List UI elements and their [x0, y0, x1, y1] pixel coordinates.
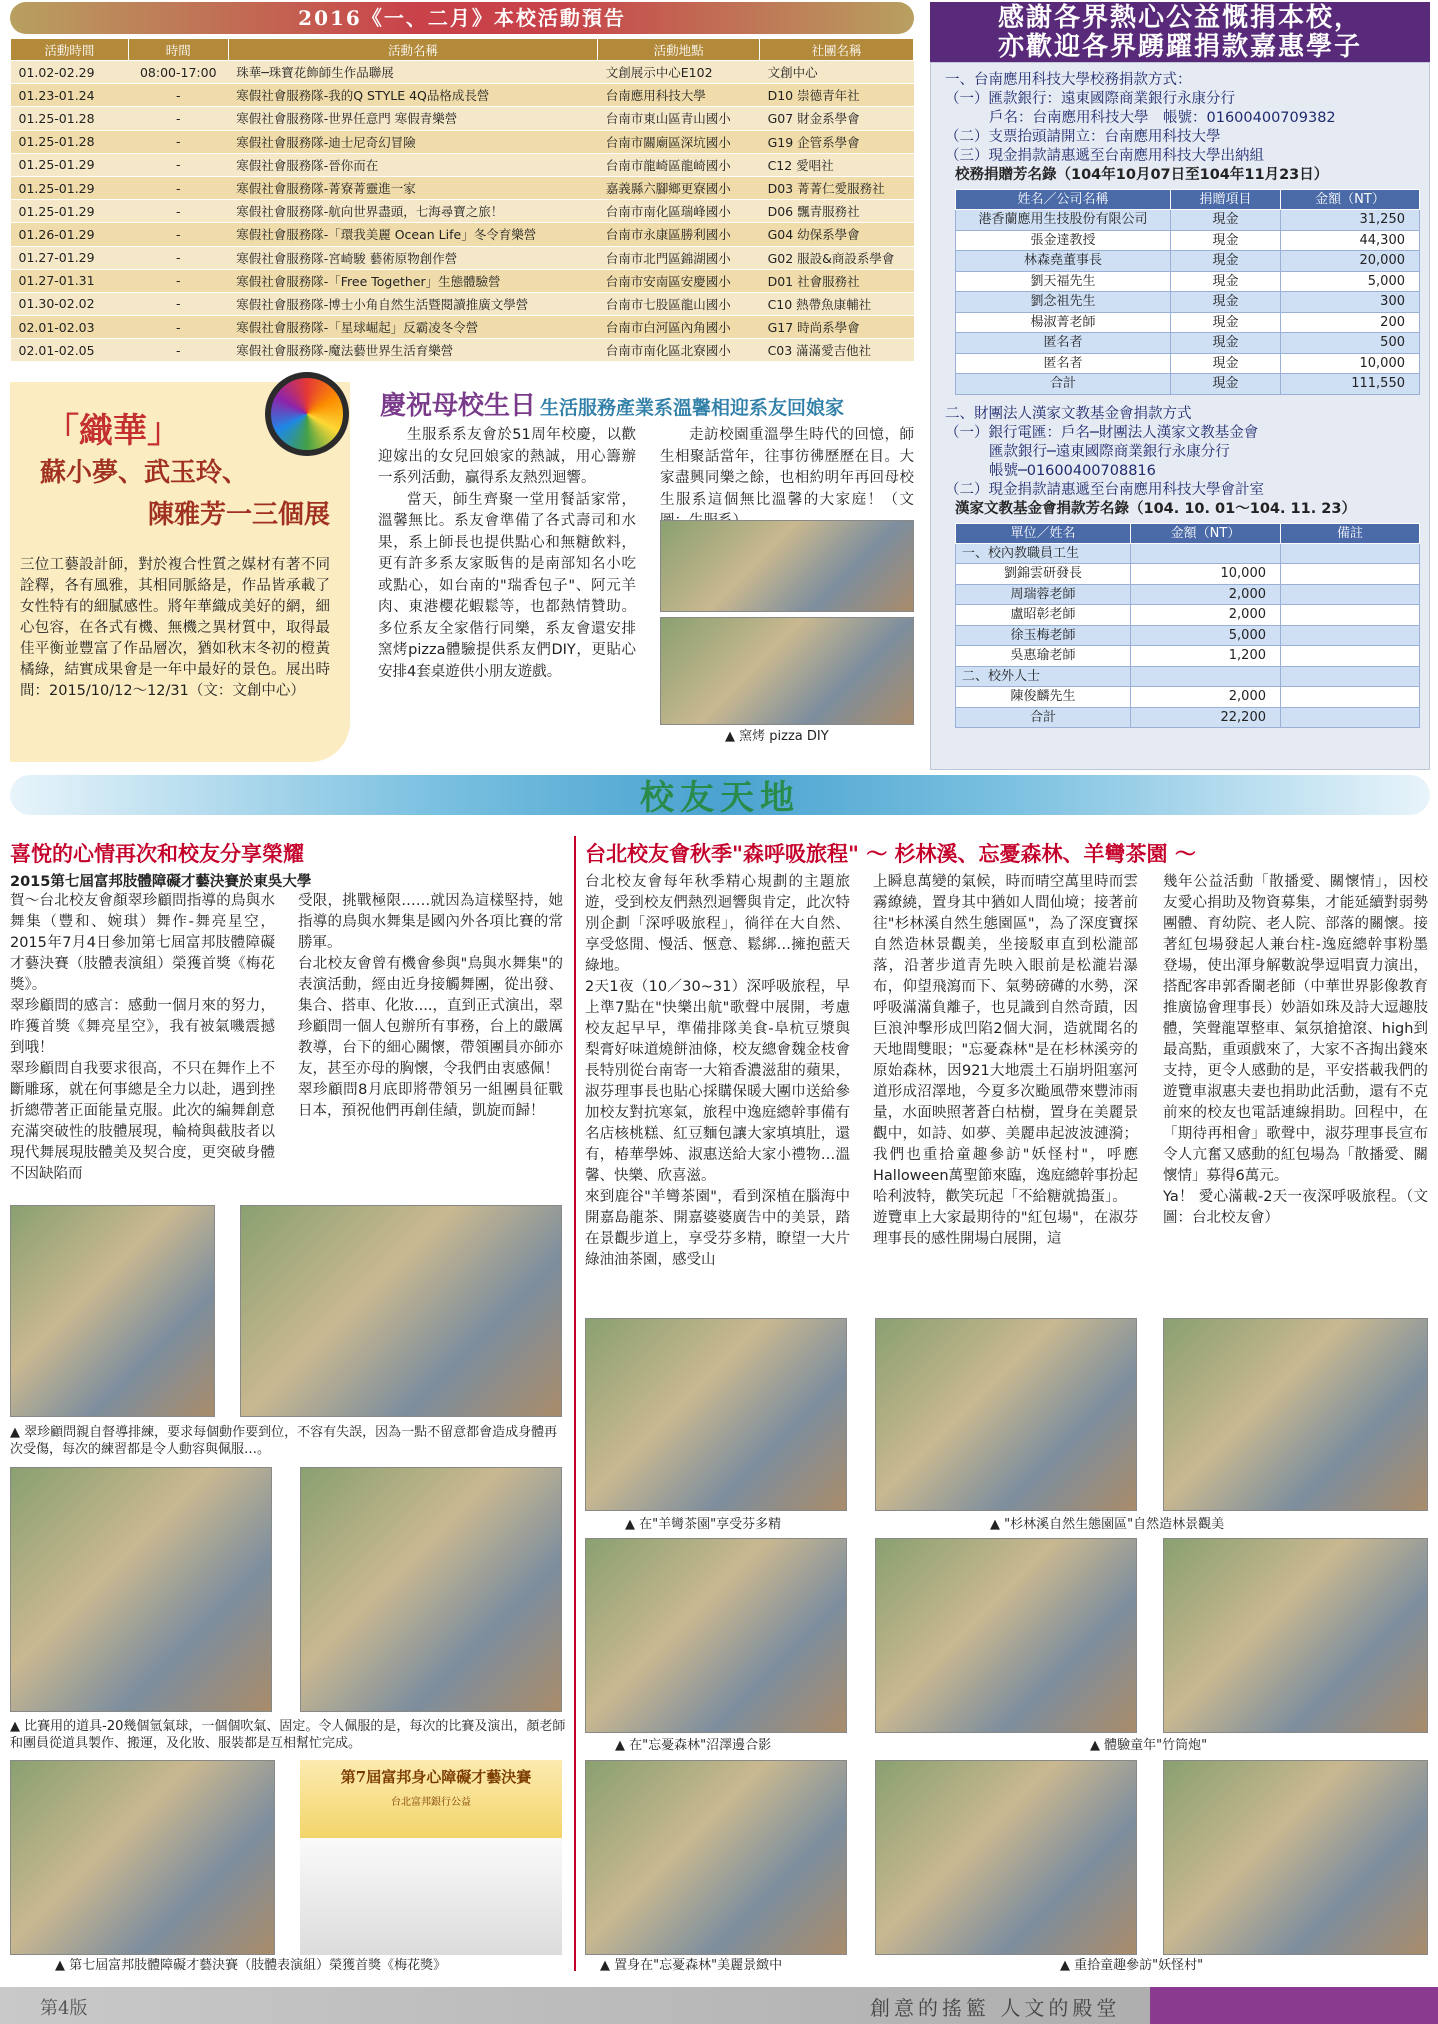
donation-s1c: （二）支票抬頭請開立：台南應用科技大學 [945, 129, 1221, 145]
donation-list1-title: 校務捐贈芳名錄（104年10月07日至104年11月23日） [955, 167, 1329, 183]
donation-s2: 二、財團法人漢家文教基金會捐款方式 [945, 405, 1192, 422]
event-cell: 08:00-17:00 [128, 61, 228, 84]
footer-slogan: 創意的搖籃 人文的殿堂 [870, 1996, 1121, 2020]
event-cell: - [128, 200, 228, 223]
donation-row [956, 312, 1420, 333]
event-cell: 寒假社會服務隊-宮崎駿 藝術原物創作營 [228, 246, 598, 269]
event-row [11, 61, 914, 84]
event-cell: - [128, 130, 228, 153]
event-cell: 01.30-02.02 [11, 292, 129, 315]
anniversary-col-1 [378, 425, 636, 683]
donation-cell: 現金 [1171, 210, 1281, 231]
exhibition-title [40, 410, 340, 536]
event-cell: 02.01-02.05 [11, 339, 129, 362]
event-cell: 珠華─珠寶花飾師生作品聯展 [228, 61, 598, 84]
event-cell: 台南市南化區北寮國小 [598, 339, 760, 362]
donation-cell: 200 [1281, 312, 1420, 333]
donation-cell [1281, 543, 1420, 564]
donation-row [956, 271, 1420, 292]
footer [0, 1987, 1438, 2024]
event-cell: - [128, 292, 228, 315]
event-row [11, 269, 914, 292]
anniversary-title: 慶祝母校生日 [380, 391, 537, 421]
donation-cell [1281, 687, 1420, 708]
event-cell: 寒假社會服務隊-菁寮菁靈進一家 [228, 176, 598, 199]
donation-list2-title: 漢家文教基金會捐款芳名錄（104. 10. 01～104. 11. 23） [955, 500, 1356, 517]
event-row [11, 223, 914, 246]
event-cell: - [128, 153, 228, 176]
col-header: 捐贈項目 [1171, 190, 1281, 210]
anniversary-headline [380, 385, 920, 422]
event-cell: - [128, 84, 228, 107]
exhibition-body: 三位工藝設計師，對於複合性質之媒材有著不同詮釋，各有風雅，其相同脈絡是，作品皆承載了女性特有的細膩感性。將年華織成美好的網，細心包容，在各式有機、無機之異材質中，取得最佳平衡並豐富了作品層次，猶如秋末冬初的橙黃橘綠，結實成果會是一年中最好的景色。展出時間：2015/10/12～12/31（文：文創中心） [20, 557, 330, 699]
donation-s1a: （一）匯款銀行：遠東國際商業銀行永康分行 [945, 91, 1235, 107]
photo-performance [10, 1760, 275, 1955]
donation-cell: 現金 [1171, 353, 1281, 374]
col-header: 時間 [128, 39, 228, 61]
donation-row [956, 292, 1420, 313]
donation-cell [1281, 625, 1420, 646]
donation-row [956, 353, 1420, 374]
event-cell: 寒假社會服務隊-魔法藝世界生活育樂營 [228, 339, 598, 362]
dance-col-2: 受限，挑戰極限……就因為這樣堅持，她指導的鳥與水舞集是國內外各項比賽的常勝軍。 台北校友會曾有機會參與"鳥與水舞集"的表演活動，經由近身接觸舞團，從出發、集合、搭車、化妝....，直到正式演出，翠珍顧問一個人包辦所有事務，台上的嚴厲教導，台下的細心關懷，帶領團員亦師亦友，甚至亦母的胸懷，令我們由衷感佩！ 翠珍顧問8月底即將帶領另一組團員征戰日本，預祝他們再創佳績，凱旋而歸！ [298, 893, 563, 1119]
event-cell: 台南市東山區青山國小 [598, 107, 760, 130]
donation-row [956, 210, 1420, 231]
event-cell: G17 時尚系學會 [760, 316, 914, 339]
event-cell: 01.25-01.29 [11, 200, 129, 223]
donation-cell: 港香蘭應用生技股份有限公司 [956, 210, 1171, 231]
photo-shanlinxi-2 [1163, 1318, 1428, 1511]
donation-table-1 [955, 189, 1420, 395]
event-cell: 02.01-02.03 [11, 316, 129, 339]
donation-cell [1281, 564, 1420, 585]
event-cell: 文創展示中心E102 [598, 61, 760, 84]
event-cell: 01.25-01.28 [11, 130, 129, 153]
donation-cell [1281, 707, 1420, 728]
event-cell: 寒假社會服務隊-「Free Together」生態體驗營 [228, 269, 598, 292]
donation-row [956, 707, 1420, 728]
paragraph: 當天，師生齊聚一堂用餐話家常，溫馨無比。系友會準備了各式壽司和水果，系上師長也提供點心和無糖飲料，更有許多系友家販售的是南部知名小吃或點心，如台南的"瑞香包子"、阿元羊肉、東港櫻花蝦鬆等，也都熱情贊助。多位系友全家偕行同樂，系友會還安排窯烤pizza體驗提供系友們DIY，更貼心安排4套桌遊供小朋友遊戲。 [378, 491, 636, 680]
photo-award [300, 1760, 562, 1955]
event-cell: 寒假社會服務隊-世界任意門 寒假青樂營 [228, 107, 598, 130]
donation-cell: 現金 [1171, 374, 1281, 395]
donation-cell: 現金 [1171, 333, 1281, 354]
photo-rehearsal-1 [10, 1205, 215, 1417]
award-sign: 第7屆富邦身心障礙才藝決賽 [340, 1768, 532, 1786]
events-table [10, 38, 914, 362]
donation-cell: 楊淑菁老師 [956, 312, 1171, 333]
event-cell: 台南市七股區龍山國小 [598, 292, 760, 315]
event-row [11, 176, 914, 199]
donation-cell: 徐玉梅老師 [956, 625, 1131, 646]
trip-caption-6: ▲ 重拾童趣參訪"妖怪村" [1060, 1958, 1204, 1973]
event-cell: - [128, 316, 228, 339]
event-cell: C10 熱帶魚康輔社 [760, 292, 914, 315]
event-cell: D06 飄青服務社 [760, 200, 914, 223]
donation-cell: 劉錦雲研發長 [956, 564, 1131, 585]
event-cell: 寒假社會服務隊-博士小角自然生活暨閱讀推廣文學營 [228, 292, 598, 315]
donation-cell [1281, 666, 1420, 687]
donation-cell: 現金 [1171, 271, 1281, 292]
photo-rehearsal-2 [240, 1205, 562, 1417]
donation-row [956, 666, 1420, 687]
events-banner: 2016《一、二月》本校活動預告 [10, 2, 914, 34]
event-row [11, 130, 914, 153]
event-cell: 台南市永康區勝利國小 [598, 223, 760, 246]
award-caption: ▲ 第七屆富邦肢體障礙才藝決賽（肢體表演組）榮獲首獎《梅花獎》 [55, 1958, 447, 1973]
col-header: 金額（NT） [1131, 523, 1281, 543]
event-row [11, 200, 914, 223]
trip-col-3: 幾年公益活動「散播愛、關懷情」，因校友愛心捐助及物資募集，才能延續對弱勢團體、育幼院、老人院、部落的關懷。接著紅包場發起人兼台柱-逸庭總幹事粉墨登場，使出渾身解數說學逗唱賣力演出，搭配客串郭香闌老師（中華世界影像教育推廣協會理事長）妙語如珠及詩大逗趣肢體，笑聲龍罩整車、氣氛搶搶滾、high到最高點，重頭戲來了，大家不吝掏出錢來支持，更令人感動的是，平安搭載我們的遊覽車淑惠夫妻也捐助此活動，還有不克前來的校友也電話連線捐助。回程中，在「期待再相會」歌聲中，淑芬理事長宣布令人亢奮又感動的紅包場為「散播愛、關懷情」募得6萬元。 Ya！ 愛心滿載-2天一夜深呼吸旅程。（文圖：台北校友會） [1163, 874, 1428, 1226]
donation-s2a: （一）銀行電匯：戶名─財團法人漢家文教基金會 [945, 424, 1259, 441]
donation-row [956, 333, 1420, 354]
donation-row [956, 625, 1420, 646]
event-cell: - [128, 107, 228, 130]
donation-cell: 2,000 [1131, 605, 1281, 626]
donation-box [930, 62, 1430, 770]
event-cell: 台南應用科技大學 [598, 84, 760, 107]
donation-cell: 盧昭彰老師 [956, 605, 1131, 626]
event-cell: 台南市北門區錦湖國小 [598, 246, 760, 269]
props-caption: ▲ 比賽用的道具-20幾個氫氣球，一個個吹氣、固定。令人佩服的是，每次的比賽及演出，顏老師和團員從道具製作、搬運，及化妝、服裝都是互相幫忙完成。 [10, 1719, 566, 1751]
donation-cell: 44,300 [1281, 230, 1420, 251]
photo-forest-2 [1163, 1538, 1428, 1733]
donation-cell: 吳惠瑜老師 [956, 646, 1131, 667]
donation-cell: 合計 [956, 707, 1131, 728]
event-cell: C03 滿滿愛吉他社 [760, 339, 914, 362]
event-cell: 01.25-01.29 [11, 176, 129, 199]
photo-tea-garden [585, 1318, 847, 1511]
event-cell: - [128, 269, 228, 292]
donation-row [956, 543, 1420, 564]
donation-cell: 林森堯董事長 [956, 251, 1171, 272]
event-cell: 01.27-01.31 [11, 269, 129, 292]
donation-row [956, 564, 1420, 585]
dance-headline: 喜悅的心情再次和校友分享榮耀 [10, 841, 304, 866]
event-cell: 01.25-01.28 [11, 107, 129, 130]
photo-alumni-sign [660, 520, 914, 612]
donation-cell: 現金 [1171, 292, 1281, 313]
donation-cell: 2,000 [1131, 584, 1281, 605]
col-header: 姓名／公司名稱 [956, 190, 1171, 210]
donation-cell: 2,000 [1131, 687, 1281, 708]
donation-cell: 二、校外人士 [956, 666, 1131, 687]
event-row [11, 339, 914, 362]
trip-caption-2: ▲ "杉林溪自然生態園區"自然造林景觀美 [990, 1517, 1225, 1532]
event-cell: 01.02-02.29 [11, 61, 129, 84]
event-cell: 寒假社會服務隊-航向世界盡頭，七海尋寶之旅！ [228, 200, 598, 223]
donation-s1: 一、台南應用科技大學校務捐款方式： [945, 72, 1192, 88]
exhibition-title-3: 陳雅芳一三個展 [147, 500, 330, 530]
donation-cell: 周瑞蓉老師 [956, 584, 1131, 605]
column-divider [574, 836, 576, 1971]
event-cell: G19 企管系學會 [760, 130, 914, 153]
event-cell: 台南市白河區內角國小 [598, 316, 760, 339]
event-cell: 寒假社會服務隊-迪士尼奇幻冒險 [228, 130, 598, 153]
donation-cell: 20,000 [1281, 251, 1420, 272]
trip-col-2: 上瞬息萬變的氣候，時而晴空萬里時而雲霧繚繞，置身其中猶如人間仙境；接著前往"杉林溪自然生態園區"，為了深度寶探自然造林景觀美，坐接駁車直到松瀧部落，沿著步道青先映入眼前是松瀧岩瀑布，仰望飛瀉而下、氣勢磅礡的水勢，深呼吸滿滿負離子，也見識到自然奇蹟，因巨浪沖擊形成凹陷2個大洞，造就聞名的天地間雙眼；"忘憂森林"是在杉林溪旁的原始森林，因921大地震土石崩坍阻塞河道形成沼澤地，今夏多次颱風帶來豐沛雨量，水面映照著蒼白枯樹，置身在美麗景觀中，如詩、如夢、美麗串起波波漣漪；我們也重拾童趣參訪"妖怪村"，呼應Halloween萬聖節來臨，逸庭總幹事扮起哈利波特，歡笑玩起「不給糖就搗蛋」。 遊覽車上大家最期待的"紅包場"，在淑芬理事長的感性開場白展開，這 [873, 874, 1138, 1247]
col-header: 單位／姓名 [956, 523, 1131, 543]
donation-row [956, 230, 1420, 251]
paragraph: 走訪校園重溫學生時代的回憶，師生相聚話當年，往事彷彿歷歷在目。大家盡興同樂之餘，也相約明年再回母校生服系這個無比溫馨的大家庭！（文 [660, 427, 914, 508]
donation-cell: 現金 [1171, 230, 1281, 251]
event-cell: 寒假社會服務隊-我的Q STYLE 4Q品格成長營 [228, 84, 598, 107]
event-cell: 台南市安南區安慶國小 [598, 269, 760, 292]
event-cell: D10 崇德青年社 [760, 84, 914, 107]
event-cell: 寒假社會服務隊-「環我美麗 Ocean Life」冬令育樂營 [228, 223, 598, 246]
donation-cell: 合計 [956, 374, 1171, 395]
trip-caption-3: ▲ 在"忘憂森林"沼澤邊合影 [615, 1738, 772, 1753]
col-header: 備註 [1281, 523, 1420, 543]
donation-s2b: 匯款銀行─遠東國際商業銀行永康分行 [989, 443, 1230, 460]
donation-cell: 張金達教授 [956, 230, 1171, 251]
event-cell: 01.27-01.29 [11, 246, 129, 269]
event-cell: G07 財金系學會 [760, 107, 914, 130]
photo-monster-village [1163, 1760, 1428, 1955]
donation-cell: 10,000 [1131, 564, 1281, 585]
donation-cell: 10,000 [1281, 353, 1420, 374]
donation-header [930, 2, 1430, 62]
donation-s1b: 戶名：台南應用科技大學 帳號：01600400709382 [989, 110, 1336, 126]
donation-s1d: （三）現金捐款請惠遞至台南應用科技大學出納組 [945, 148, 1264, 164]
donation-cell: 5,000 [1281, 271, 1420, 292]
alumni-title: 校友天地 [640, 778, 800, 818]
donation-s2c: 帳號─01600400708816 [989, 462, 1156, 479]
event-row [11, 246, 914, 269]
event-cell: - [128, 176, 228, 199]
photo-balloons [10, 1467, 272, 1712]
anniversary-subtitle: 生活服務產業系溫馨相迎系友回娘家 [540, 397, 845, 419]
trip-caption-1: ▲ 在"羊彎茶園"享受芬多精 [625, 1517, 782, 1532]
donation-cell: 一、校內教職員工生 [956, 543, 1131, 564]
exhibition-title-1: 「織華」 [45, 411, 181, 451]
event-cell: 01.26-01.29 [11, 223, 129, 246]
photo-bamboo [875, 1538, 1137, 1733]
photo-forest-3 [585, 1760, 847, 1955]
donation-cell: 22,200 [1131, 707, 1281, 728]
pizza-caption: ▲ 窯烤 pizza DIY [725, 729, 829, 744]
donation-cell [1281, 605, 1420, 626]
col-header: 活動時間 [11, 39, 129, 61]
photo-shanlinxi-1 [875, 1318, 1137, 1511]
dance-subtitle: 2015第七屆富邦肢體障礙才藝決賽於東吳大學 [10, 874, 312, 890]
rehearsal-caption: ▲ 翠珍顧問親自督導排練，要求每個動作要到位，不容有失誤，因為一點不留意都會造成身體再次受傷，每次的練習都是令人動容與佩服…。 [10, 1425, 558, 1457]
photo-forest-1 [585, 1538, 847, 1733]
donation-cell: 1,200 [1131, 646, 1281, 667]
event-row [11, 153, 914, 176]
event-cell: D03 菁菁仁愛服務社 [760, 176, 914, 199]
donation-cell: 500 [1281, 333, 1420, 354]
donation-title-1: 感謝各界熱心公益慨捐本校， [997, 3, 1362, 33]
donation-cell: 劉天福先生 [956, 271, 1171, 292]
donation-cell: 31,250 [1281, 210, 1420, 231]
photo-pizza [660, 617, 914, 725]
donation-cell [1131, 543, 1281, 564]
trip-caption-4: ▲ 體驗童年"竹筒炮" [1090, 1738, 1208, 1753]
event-cell: 01.23-01.24 [11, 84, 129, 107]
event-cell: 嘉義縣六腳鄉更寮國小 [598, 176, 760, 199]
donation-row [956, 605, 1420, 626]
col-header: 活動名稱 [228, 39, 598, 61]
col-header: 金額（NT） [1281, 190, 1420, 210]
donation-row [956, 646, 1420, 667]
event-cell: - [128, 246, 228, 269]
donation-cell: 匿名者 [956, 353, 1171, 374]
footer-accent [1150, 1987, 1438, 2024]
event-cell: - [128, 339, 228, 362]
donation-cell [1131, 666, 1281, 687]
event-cell: D01 社會服務社 [760, 269, 914, 292]
event-cell: G02 服設&商設系學會 [760, 246, 914, 269]
trip-headline: 台北校友會秋季"森呼吸旅程" ～ 杉林溪、忘憂森林、羊彎茶園 ～ [585, 841, 1196, 866]
event-cell: 文創中心 [760, 61, 914, 84]
donation-cell [1281, 584, 1420, 605]
event-cell: 寒假社會服務隊-「星球崛起」反霸凌冬令營 [228, 316, 598, 339]
donation-cell: 現金 [1171, 312, 1281, 333]
event-cell: 台南市龍崎區龍崎國小 [598, 153, 760, 176]
donation-cell: 300 [1281, 292, 1420, 313]
donation-cell: 5,000 [1131, 625, 1281, 646]
award-sign-sponsor: 台北富邦銀行公益 [391, 1797, 471, 1808]
donation-s2d: （二）現金捐款請惠遞至台南應用科技大學會計室 [945, 481, 1264, 498]
event-cell: C12 愛唱社 [760, 153, 914, 176]
paragraph: 生服系系友會於51周年校慶，以歡迎嫁出的女兒回娘家的熱誠，用心籌辦一系列活動，贏得系友熱烈迴響。 [378, 427, 636, 486]
photo-group [875, 1760, 1137, 1955]
donation-row [956, 374, 1420, 395]
donation-cell: 111,550 [1281, 374, 1420, 395]
exhibition-title-2: 蘇小夢、武玉玲、 [40, 458, 249, 488]
event-cell: G04 幼保系學會 [760, 223, 914, 246]
event-row [11, 292, 914, 315]
anniversary-col-2 [660, 425, 914, 533]
donation-cell: 現金 [1171, 251, 1281, 272]
photo-makeup [300, 1467, 562, 1712]
event-row [11, 107, 914, 130]
event-cell: 01.25-01.29 [11, 153, 129, 176]
donation-cell: 陳俊麟先生 [956, 687, 1131, 708]
col-header: 活動地點 [598, 39, 760, 61]
donation-row [956, 687, 1420, 708]
donation-title-2: 亦歡迎各界踴躍捐款嘉惠學子 [997, 32, 1362, 62]
event-cell: - [128, 223, 228, 246]
dance-col-1: 賀～台北校友會顏翠珍顧問指導的鳥與水舞集（豐和、婉琪）舞作-舞亮星空，2015年7月4日參加第七屆富邦肢體障礙才藝決賽（肢體表演組）榮獲首獎《梅花獎》。 翠珍顧問的感言：感動一個月來的努力，昨獲首獎《舞亮星空》，我有被氣嘰震撼到哦！ 翠珍顧問自我要求很高，不只在舞作上不斷雕琢，就在何事總是全力以赴，遇到挫折總帶著正面能量克服。此次的編舞創意充滿突破性的肢體展現，輪椅與截肢者以現代舞展現肢體美及契合度，更突破身體不因缺陷而 [10, 893, 275, 1182]
donation-cell: 劉念祖先生 [956, 292, 1171, 313]
event-row [11, 84, 914, 107]
trip-caption-5: ▲ 置身在"忘憂森林"美麗景緻中 [600, 1958, 783, 1973]
trip-col-1: 台北校友會每年秋季精心規劃的主題旅遊，受到校友們熱烈迴響與肯定，此次特別企劃「深呼吸旅程」，徜徉在大自然、享受悠閒、慢活、愜意、鬆綁…擁抱藍天綠地。 2天1夜（10／30~31）深呼吸旅程，早上準7點在"快樂出航"歌聲中展開，考慮校友起早早，準備排隊美食-阜杭豆漿與梨膏好味道燒餅油條，校友總會魏金枝會長特別從台南寄一大箱香濃滋甜的蘋果，淑芬理事長也貼心採購保暖大團巾送給參加校友對抗寒氣，旅程中逸庭總幹事備有名店核桃糕、紅豆麵包讓大家填填肚，還有，椿華學姊、淑惠送給大家小禮物…溫馨、快樂、欣喜滋。 來到鹿谷"羊彎茶園"，看到深植在腦海中開嘉島龍茶、開嘉婆婆廣告中的美景，踏在景觀步道上，享受芬多精，瞭望一大片綠油油茶園，感受山 [585, 874, 850, 1268]
donation-table-2 [955, 523, 1420, 729]
page-number: 第4版 [40, 1998, 88, 2019]
event-cell: 台南市關廟區深坑國小 [598, 130, 760, 153]
donation-row [956, 584, 1420, 605]
donation-row [956, 251, 1420, 272]
event-cell: 寒假社會服務隊-晉你而在 [228, 153, 598, 176]
event-row [11, 316, 914, 339]
donation-cell [1281, 646, 1420, 667]
donation-cell: 匿名者 [956, 333, 1171, 354]
event-cell: 台南市南化區瑞峰國小 [598, 200, 760, 223]
col-header: 社團名稱 [760, 39, 914, 61]
